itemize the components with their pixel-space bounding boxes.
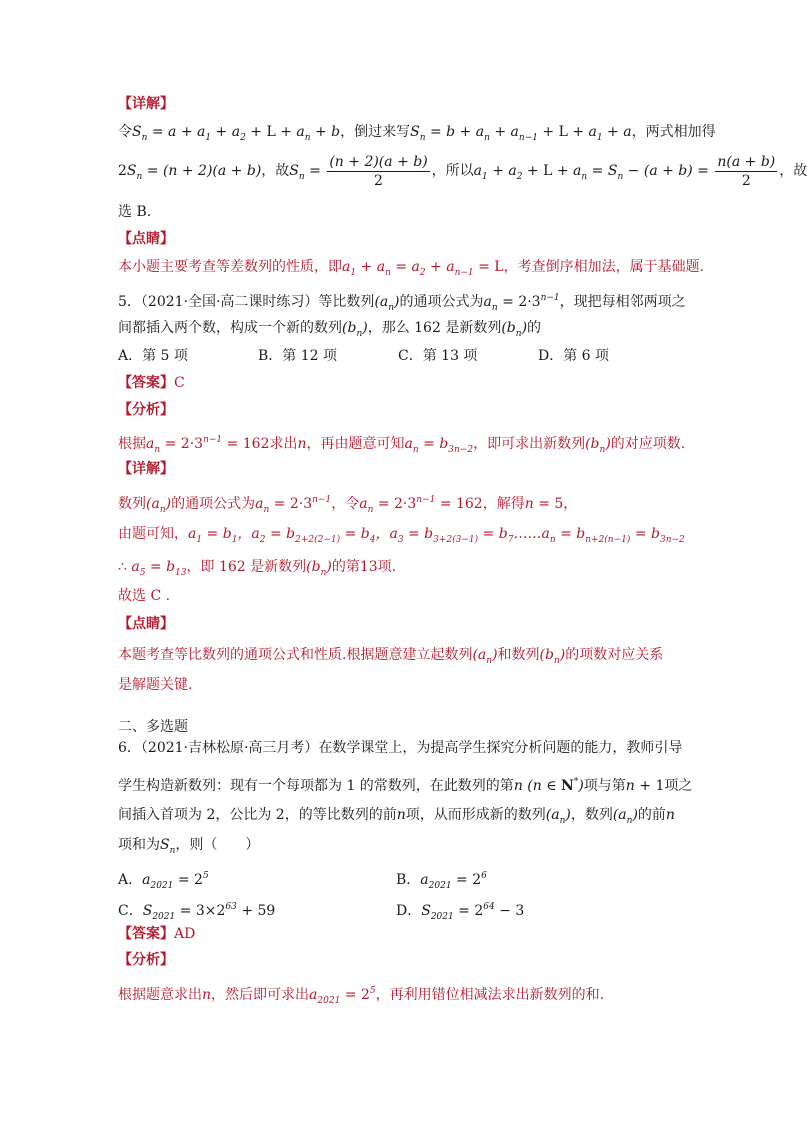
q5-option-d: D．第 6 项	[538, 348, 610, 364]
detail-line-3: 选 B.	[118, 204, 152, 220]
q5-comment-heading: 【点睛】	[118, 616, 174, 632]
q6-option-b: B．$a_{2021} = 2^6$	[396, 871, 487, 891]
q6-option-a: A．$a_{2021} = 2^5$	[118, 871, 209, 891]
q6-analysis-line: 根据题意求出n，然后即可求出$a_{2021} = 2^5$，再利用错位相减法求出新数列的和.	[118, 986, 605, 1006]
q6-stem-line-4: 项和为$S_n$，则（ ）	[118, 837, 260, 856]
q6-answer: 【答案】AD	[118, 926, 196, 942]
q6-stem-line-3: 间插入首项为 2，公比为 2，的等比数列的前n项，从而形成新的数列$(a_n)$，数列$(a_n)$的前n	[118, 807, 675, 826]
q6-stem-line-2: 学生构造新数列：现有一个每项都为 1 的常数列，在此数列的第n (n ∈ N*)项与第n + 1项之	[118, 777, 693, 794]
section-title: 二、多选题	[118, 719, 188, 735]
q5-option-c: C．第 13 项	[398, 348, 478, 364]
q6-option-c: C．$S_{2021} = 3\times 2^{63} + 59$	[118, 902, 276, 922]
q5-detail-line-3: ∴ $a_5 = b_{13}$，即 162 是新数列$(b_n)$的第13项.	[118, 559, 397, 578]
q5-stem-line-1: 5．（2021·全国·高二课时练习）等比数列$(a_n)$的通项公式为$a_n = 2\cdot 3^{n-1}$，现把每相邻两项之	[118, 293, 686, 313]
detail-line-1: 令$S_n = a + a_1 + a_2 + L + a_n + b$，倒过来写$S_n = b + a_n + a_{n-1} + L + a_1 + a$，两式相加得	[118, 124, 716, 143]
q5-comment-line-1: 本题考查等比数列的通项公式和性质.根据题意建立起数列$(a_n)$和数列$(b_n)$的项数对应关系	[118, 647, 664, 666]
comment-heading: 【点睛】	[118, 231, 174, 247]
q5-option-a: A．第 5 项	[118, 348, 188, 364]
q5-detail-line-1: 数列$(a_n)$的通项公式为$a_n = 2\cdot 3^{n-1}$，令$a_n = 2\cdot 3^{n-1} = 162$，解得n = 5，	[118, 495, 578, 515]
q5-stem-line-2: 间都插入两个数，构成一个新的数列$(b_n)$，那么 162 是新数列$(b_n)$的	[118, 320, 542, 339]
q5-comment-line-2: 是解题关键.	[118, 677, 193, 693]
q5-option-b: B．第 12 项	[258, 348, 338, 364]
q5-analysis-heading: 【分析】	[118, 402, 174, 418]
q5-detail-line-2: 由题可知，$a_1 = b_1$，$a_2 = b_{2+2(2-1)} = b_4$，$a_3 = b_{3+2(3-1)}$ = $b_7\dots\dots a_n = b_{n+2(n-1)} = b_{3n-2}$	[118, 526, 685, 545]
q5-analysis-line: 根据$a_n = 2\cdot 3^{n-1} = 162$求出n，再由题意可知$a_n = b_{3n-2}$，即可求出新数列$(b_n)$的对应项数.	[118, 435, 686, 455]
detail-heading: 【详解】	[118, 96, 174, 112]
comment-line: 本小题主要考查等差数列的性质，即$a_1 + a_n = a_2 + a_{n-1} = L$，考查倒序相加法，属于基础题.	[118, 259, 705, 278]
q6-analysis-heading: 【分析】	[118, 952, 174, 968]
q5-options	[118, 346, 638, 366]
detail-line-2: $2S_n = (n + 2)(a + b)$，故$S_n$ = $\frac{(n + 2)(a + b)}{2}$ ，所以$a_1 + a_2 + L + a_n = S_n - (a + b)$ = $\frac{n(a + b)}{2}$ ，故	[118, 153, 807, 189]
q5-detail-line-4: 故选 C .	[118, 588, 171, 604]
q5-detail-heading: 【详解】	[118, 461, 174, 477]
q5-answer: 【答案】C	[118, 375, 185, 391]
q6-stem-line-1: 6．（2021·吉林松原·高三月考）在数学课堂上，为提高学生探究分析问题的能力，教师引导	[118, 740, 683, 756]
q6-option-d: D．$S_{2021} = 2^{64} - 3$	[396, 902, 525, 922]
